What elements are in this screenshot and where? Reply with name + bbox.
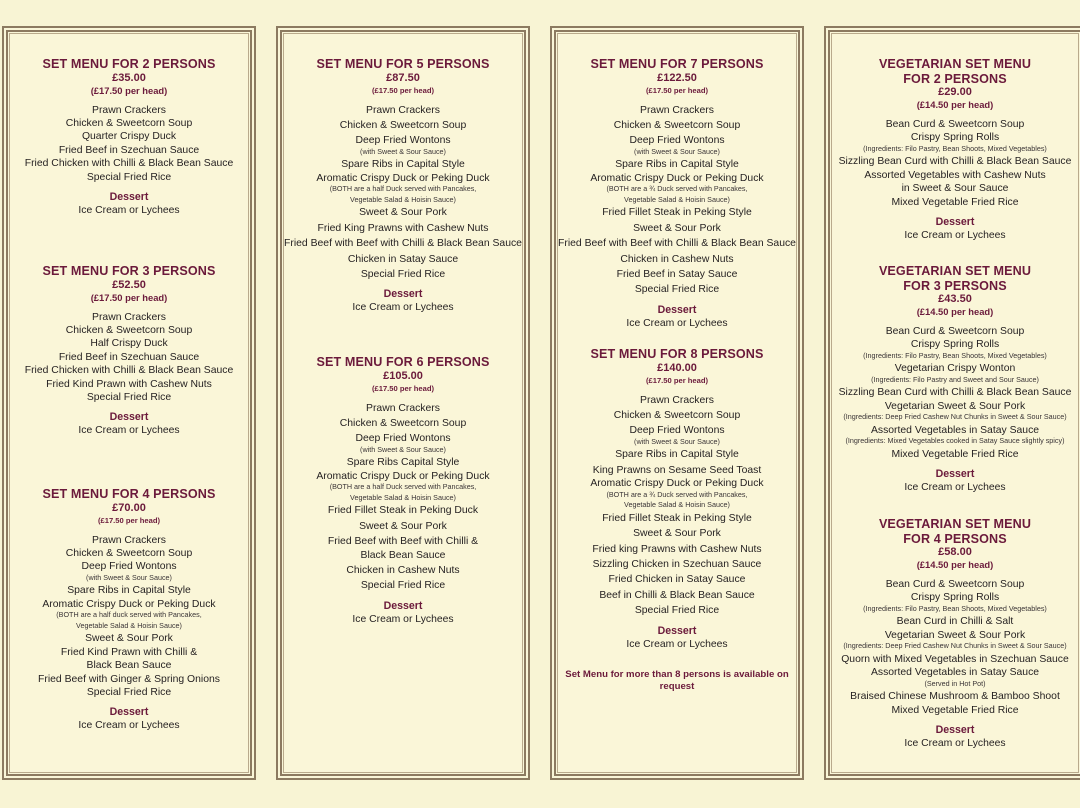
menu-item: Prawn Crackers [92, 104, 166, 116]
menu-title: VEGETARIAN SET MENU [878, 517, 1032, 531]
menu-item: Spare Ribs Capital Style [346, 457, 460, 469]
menu-item-note: (Ingredients: Filo Pastry, Bean Shoots, Mixed Vegetables) [863, 603, 1047, 613]
menu-item-note: (with Sweet & Sour Sauce) [634, 146, 720, 156]
menu-item: Chicken in Cashew Nuts [346, 564, 460, 576]
menu-price: £105.00 [383, 369, 423, 382]
menu-item: Spare Ribs in Capital Style [615, 449, 739, 461]
menu-item: Special Fried Rice [634, 284, 720, 296]
menu-item: Fried Fillet Steak in Peking Style [602, 512, 752, 524]
dessert-item: Ice Cream or Lychees [78, 720, 180, 732]
set-menu-8-persons [556, 347, 798, 693]
menu-item: Bean Curd & Sweetcorn Soup [885, 326, 1025, 337]
menu-item: Braised Chinese Mushroom & Bamboo Shoot [850, 691, 1060, 703]
dessert-heading: Dessert [109, 706, 149, 719]
menu-item-note: Vegetable Salad & Hoisin Sauce) [624, 194, 730, 204]
dessert-item: Ice Cream or Lychees [904, 738, 1006, 750]
menu-title: VEGETARIAN SET MENU [878, 57, 1032, 71]
menu-item-note: (BOTH are a half Duck served with Pancakes, [329, 482, 477, 492]
menu-item-note: (Ingredients: Deep Fried Cashew Nut Chunks in Sweet & Sour Sauce) [843, 641, 1067, 651]
menu-item: Prawn Crackers [92, 311, 166, 323]
menu-item: Fried Chicken in Satay Sauce [608, 574, 746, 586]
menu-item: Bean Curd & Sweetcorn Soup [885, 579, 1025, 590]
menu-item: Sweet & Sour Pork [633, 222, 721, 234]
menu-panel-4 [824, 26, 1080, 780]
menu-item: Special Fried Rice [86, 686, 172, 698]
menu-item: Vegetarian Sweet & Sour Pork [884, 400, 1026, 412]
price-per-head: (£17.50 per head) [90, 84, 168, 96]
menu-item: Black Bean Sauce [360, 549, 446, 561]
menu-title: SET MENU FOR 2 PERSONS [42, 57, 216, 71]
menu-item: Chicken & Sweetcorn Soup [65, 547, 193, 559]
dessert-heading: Dessert [935, 468, 975, 481]
vegetarian-menu-2-persons [830, 57, 1080, 242]
menu-panel-1 [2, 26, 256, 780]
menu-item: Special Fried Rice [360, 580, 446, 592]
menu-price: £58.00 [938, 546, 972, 558]
menu-item: Chicken & Sweetcorn Soup [65, 324, 193, 336]
menu-item: Assorted Vegetables in Satay Sauce [870, 667, 1040, 679]
menu-item: Deep Fried Wontons [355, 433, 451, 445]
menu-item: Fried Beef in Satay Sauce [616, 268, 738, 280]
menu-item: King Prawns on Sesame Seed Toast [592, 464, 762, 476]
menu-item: Crispy Spring Rolls [910, 592, 1000, 604]
menu-item: Fried Fillet Steak in Peking Duck [327, 505, 479, 517]
price-per-head: (£14.50 per head) [916, 306, 994, 317]
set-menu-2-persons [8, 57, 250, 217]
menu-item: Sweet & Sour Pork [85, 633, 173, 645]
menu-item-note: (Served in Hot Pot) [924, 678, 986, 688]
dessert-item: Ice Cream or Lychees [904, 230, 1006, 242]
dessert-heading: Dessert [383, 288, 423, 301]
menu-item: Aromatic Crispy Duck or Peking Duck [590, 172, 764, 184]
menu-item: Spare Ribs in Capital Style [341, 159, 465, 171]
menu-item: Fried Chicken with Chilli & Black Bean Sauce [24, 365, 234, 377]
dessert-heading: Dessert [935, 216, 975, 229]
menu-item: Chicken in Cashew Nuts [620, 253, 734, 265]
dessert-item: Ice Cream or Lychees [904, 482, 1006, 494]
menu-title: SET MENU FOR 3 PERSONS [42, 264, 216, 278]
menu-item: Deep Fried Wontons [355, 135, 451, 147]
menu-title: SET MENU FOR 8 PERSONS [590, 347, 764, 361]
menu-item: Fried Beef with Ginger & Spring Onions [38, 673, 220, 685]
menu-item: Aromatic Crispy Duck or Peking Duck [590, 478, 764, 490]
menu-item: Chicken & Sweetcorn Soup [613, 119, 741, 131]
menu-price: £52.50 [112, 278, 146, 291]
menu-item: Mixed Vegetable Fried Rice [891, 704, 1019, 716]
price-per-head: (£14.50 per head) [916, 99, 994, 110]
menu-item: Prawn Crackers [366, 402, 440, 414]
menu-item-note: (Ingredients: Filo Pastry, Bean Shoots, Mixed Vegetables) [863, 143, 1047, 153]
menu-item: Deep Fried Wontons [81, 561, 177, 573]
menu-item: Special Fried Rice [86, 391, 172, 403]
menu-item: Assorted Vegetables in Satay Sauce [870, 424, 1040, 436]
menu-item: Sizzling Bean Curd with Chilli & Black Bean Sauce [838, 156, 1072, 168]
menu-price: £70.00 [112, 501, 146, 514]
menu-item: Chicken & Sweetcorn Soup [339, 119, 467, 131]
menu-item: Aromatic Crispy Duck or Peking Duck [42, 598, 216, 610]
menu-subtitle: FOR 3 PERSONS [903, 278, 1007, 293]
menu-title: SET MENU FOR 5 PERSONS [316, 57, 490, 71]
menu-item: Special Fried Rice [86, 171, 172, 183]
menu-item-note: (BOTH are a half duck served with Pancakes, [56, 610, 202, 620]
price-per-head: (£17.50 per head) [645, 375, 709, 385]
price-per-head: (£14.50 per head) [916, 559, 994, 570]
menu-item: Deep Fried Wontons [629, 425, 725, 437]
menu-item: Fried Beef with Beef with Chilli & Black Bean Sauce [558, 238, 796, 250]
menu-item: Fried Beef with Beef with Chilli & Black Bean Sauce [284, 238, 522, 250]
menu-item: Crispy Spring Rolls [910, 339, 1000, 351]
menu-title: VEGETARIAN SET MENU [878, 264, 1032, 278]
menu-item-note: Vegetable Salad & Hoisin Sauce) [76, 620, 182, 630]
menu-item: Vegetarian Crispy Wonton [894, 363, 1016, 375]
menu-item-note: Vegetable Salad & Hoisin Sauce) [624, 500, 730, 510]
menu-item: Sizzling Chicken in Szechuan Sauce [592, 558, 762, 570]
menu-item: Special Fried Rice [634, 605, 720, 617]
price-per-head: (£17.50 per head) [645, 85, 709, 95]
menu-item: Fried Chicken with Chilli & Black Bean Sauce [24, 158, 234, 170]
price-per-head: (£17.50 per head) [97, 515, 161, 525]
menu-item: Deep Fried Wontons [629, 135, 725, 147]
menu-item: Sweet & Sour Pork [359, 520, 447, 532]
menu-item-note: (Ingredients: Mixed Vegetables cooked in Satay Sauce slightly spicy) [845, 436, 1065, 446]
menu-item-note: (with Sweet & Sour Sauce) [86, 572, 172, 582]
menu-item: Fried Fillet Steak in Peking Style [602, 207, 752, 219]
dessert-heading: Dessert [109, 190, 149, 203]
set-menu-6-persons [282, 355, 524, 626]
set-menu-7-persons [556, 57, 798, 330]
menu-item: Chicken & Sweetcorn Soup [613, 409, 741, 421]
menu-item: Black Bean Sauce [86, 660, 172, 672]
menu-item: Fried Kind Prawn with Chilli & [60, 646, 198, 658]
menu-item: Prawn Crackers [366, 104, 440, 116]
menu-item: Aromatic Crispy Duck or Peking Duck [316, 172, 490, 184]
vegetarian-menu-3-persons [830, 264, 1080, 494]
menu-item-note: (with Sweet & Sour Sauce) [360, 146, 446, 156]
dessert-item: Ice Cream or Lychees [78, 204, 180, 216]
menu-item-note: (BOTH are a ¾ Duck served with Pancakes, [606, 184, 748, 194]
menu-price: £87.50 [386, 71, 420, 84]
dessert-heading: Dessert [657, 303, 697, 316]
menu-item: Sweet & Sour Pork [633, 528, 721, 540]
menu-item: Spare Ribs in Capital Style [615, 159, 739, 171]
price-per-head: (£17.50 per head) [90, 291, 168, 303]
menu-item: Half Crispy Duck [90, 338, 168, 350]
menu-item: Fried king Prawns with Cashew Nuts [592, 543, 762, 555]
menu-subtitle: FOR 2 PERSONS [903, 71, 1007, 86]
menu-item: Aromatic Crispy Duck or Peking Duck [316, 470, 490, 482]
menu-item: Prawn Crackers [92, 534, 166, 546]
menu-item: Sizzling Bean Curd with Chilli & Black Bean Sauce [838, 387, 1072, 399]
menu-item: Mixed Vegetable Fried Rice [891, 448, 1019, 460]
dessert-heading: Dessert [383, 599, 423, 612]
menu-item: Assorted Vegetables with Cashew Nuts [864, 169, 1046, 181]
menu-item-note: Vegetable Salad & Hoisin Sauce) [350, 492, 456, 502]
menu-title: SET MENU FOR 7 PERSONS [590, 57, 764, 71]
dessert-heading: Dessert [657, 624, 697, 637]
menu-item: Prawn Crackers [640, 394, 714, 406]
vegetarian-menu-4-persons [830, 517, 1080, 750]
menu-title: SET MENU FOR 6 PERSONS [316, 355, 490, 369]
menu-item-note: (BOTH are a half Duck served with Pancakes, [329, 184, 477, 194]
menu-item: Beef in Chilli & Black Bean Sauce [599, 589, 755, 601]
menu-item: Quarter Crispy Duck [81, 131, 177, 143]
menu-price: £43.50 [938, 293, 972, 305]
menu-item: Fried Kind Prawn with Cashew Nuts [46, 378, 212, 390]
dessert-heading: Dessert [935, 724, 975, 737]
menu-item: Sweet & Sour Pork [359, 207, 447, 219]
dessert-item: Ice Cream or Lychees [352, 613, 454, 625]
menu-price: £29.00 [938, 86, 972, 98]
menu-title: SET MENU FOR 4 PERSONS [42, 487, 216, 501]
menu-item-note: (Ingredients: Filo Pastry, Bean Shoots, Mixed Vegetables) [863, 350, 1047, 360]
menu-item: Fried King Prawns with Cashew Nuts [317, 222, 489, 234]
menu-item-note: (with Sweet & Sour Sauce) [634, 436, 720, 446]
menu-price: £140.00 [657, 361, 697, 374]
menu-item: Crispy Spring Rolls [910, 132, 1000, 144]
menu-panel-3 [550, 26, 804, 780]
price-per-head: (£17.50 per head) [371, 85, 435, 95]
dessert-heading: Dessert [109, 411, 149, 424]
dessert-item: Ice Cream or Lychees [626, 638, 728, 650]
dessert-item: Ice Cream or Lychees [626, 317, 728, 329]
menu-item-note: (BOTH are a ¾ Duck served with Pancakes, [606, 489, 748, 499]
menu-item-note: (with Sweet & Sour Sauce) [360, 444, 446, 454]
dessert-item: Ice Cream or Lychees [352, 302, 454, 314]
menu-item: Prawn Crackers [640, 104, 714, 116]
menu-item: in Sweet & Sour Sauce [901, 183, 1009, 195]
menu-item: Spare Ribs in Capital Style [67, 585, 191, 597]
large-party-note: Set Menu for more than 8 persons is available on request [565, 668, 789, 692]
menu-subtitle: FOR 4 PERSONS [903, 531, 1007, 546]
menu-item: Quorn with Mixed Vegetables in Szechuan Sauce [841, 653, 1069, 665]
menu-item: Bean Curd in Chilli & Salt [896, 616, 1014, 628]
menu-item: Chicken & Sweetcorn Soup [65, 117, 193, 129]
set-menu-5-persons [282, 57, 524, 314]
menu-item-note: (Ingredients: Filo Pastry and Sweet and Sour Sauce) [871, 374, 1039, 384]
price-per-head: (£17.50 per head) [371, 383, 435, 393]
menu-item: Fried Beef in Szechuan Sauce [58, 351, 200, 363]
menu-price: £122.50 [657, 71, 697, 84]
menu-item: Vegetarian Sweet & Sour Pork [884, 629, 1026, 641]
set-menu-4-persons [8, 487, 250, 732]
menu-price: £35.00 [112, 71, 146, 84]
menu-item: Special Fried Rice [360, 268, 446, 280]
menu-item: Chicken & Sweetcorn Soup [339, 417, 467, 429]
menu-item-note: Vegetable Salad & Hoisin Sauce) [350, 194, 456, 204]
menu-item: Mixed Vegetable Fried Rice [891, 196, 1019, 208]
dessert-item: Ice Cream or Lychees [78, 425, 180, 437]
menu-item: Chicken in Satay Sauce [347, 253, 459, 265]
menu-panel-2 [276, 26, 530, 780]
menu-item-note: (Ingredients: Deep Fried Cashew Nut Chunks in Sweet & Sour Sauce) [843, 412, 1067, 422]
menu-item: Fried Beef with Beef with Chilli & [327, 536, 479, 548]
set-menu-3-persons [8, 264, 250, 437]
menu-item: Bean Curd & Sweetcorn Soup [885, 119, 1025, 130]
menu-item: Fried Beef in Szechuan Sauce [58, 144, 200, 156]
